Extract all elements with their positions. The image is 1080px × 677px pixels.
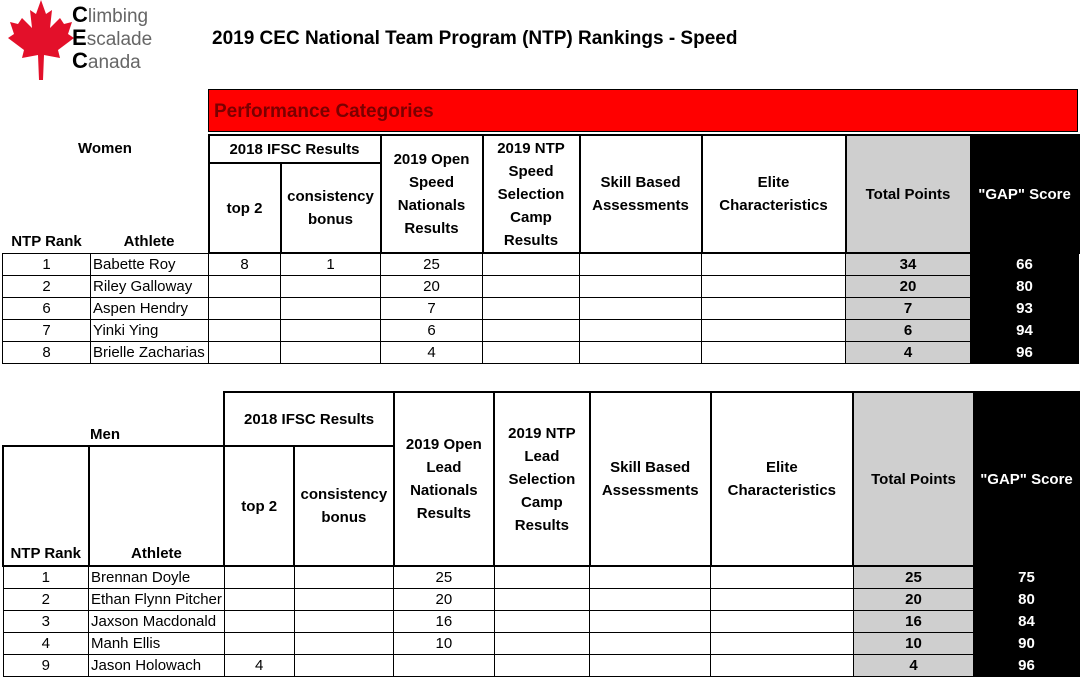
skill-cell	[590, 566, 711, 589]
elite-cell	[702, 320, 846, 342]
skill-assessments-header: Skill Based Assessments	[590, 392, 711, 566]
bonus-cell: 1	[281, 253, 381, 276]
athlete-cell: Yinki Ying	[91, 320, 209, 342]
rank-cell: 3	[3, 611, 89, 633]
athlete-cell: Riley Galloway	[91, 276, 209, 298]
open-nationals-cell: 25	[381, 253, 483, 276]
gap-score-header: "GAP" Score	[974, 392, 1079, 566]
total-points-cell: 6	[846, 320, 971, 342]
skill-cell	[580, 320, 702, 342]
top2-cell: 4	[224, 655, 294, 677]
open-nationals-cell: 16	[394, 611, 494, 633]
top2-cell	[224, 566, 294, 589]
gap-score-cell: 80	[971, 276, 1079, 298]
open-nationals-cell	[394, 655, 494, 677]
elite-characteristics-header: Elite Characteristics	[711, 392, 853, 566]
men-table	[2, 391, 1080, 677]
performance-categories-label: Performance Categories	[214, 101, 434, 122]
athlete-cell: Brennan Doyle	[89, 566, 225, 589]
selection-camp-header: 2019 NTP Speed Selection Camp Results	[483, 135, 580, 253]
selection-camp-cell	[483, 320, 580, 342]
top2-cell	[209, 342, 281, 364]
selection-camp-cell	[494, 611, 590, 633]
athlete-header: Athlete	[89, 446, 225, 566]
skill-cell	[580, 298, 702, 320]
athlete-header: Athlete	[123, 232, 175, 250]
gap-score-cell: 80	[974, 589, 1079, 611]
elite-cell	[711, 633, 853, 655]
total-points-cell: 4	[846, 342, 971, 364]
total-points-cell: 10	[853, 633, 974, 655]
top2-cell	[209, 276, 281, 298]
elite-cell	[711, 589, 853, 611]
elite-cell	[702, 253, 846, 276]
table-row	[3, 566, 1079, 589]
rank-cell: 4	[3, 633, 89, 655]
top2-cell	[209, 298, 281, 320]
skill-cell	[590, 589, 711, 611]
rank-cell: 6	[3, 298, 91, 320]
selection-camp-cell	[494, 633, 590, 655]
rank-cell: 8	[3, 342, 91, 364]
selection-camp-cell	[494, 566, 590, 589]
women-section-label: Women	[78, 140, 132, 157]
table-row	[3, 611, 1079, 633]
bonus-cell	[294, 589, 394, 611]
bonus-cell	[281, 276, 381, 298]
selection-camp-cell	[494, 589, 590, 611]
consistency-bonus-header: consistency bonus	[294, 446, 394, 566]
skill-cell	[590, 655, 711, 677]
elite-cell	[702, 276, 846, 298]
gap-score-cell: 96	[971, 342, 1079, 364]
table-row	[3, 589, 1079, 611]
total-points-cell: 7	[846, 298, 971, 320]
gap-score-cell: 84	[974, 611, 1079, 633]
rank-cell: 7	[3, 320, 91, 342]
elite-characteristics-header: Elite Characteristics	[702, 135, 846, 253]
rank-cell: 2	[3, 276, 91, 298]
open-nationals-cell: 20	[394, 589, 494, 611]
ifsc-header: 2018 IFSC Results	[224, 392, 393, 446]
gap-score-cell: 75	[974, 566, 1079, 589]
table-row	[3, 298, 1079, 320]
ntp-rank-header: NTP Rank	[3, 446, 89, 566]
athlete-cell: Babette Roy	[91, 253, 209, 276]
table-row	[3, 276, 1079, 298]
elite-cell	[702, 298, 846, 320]
open-nationals-cell: 6	[381, 320, 483, 342]
consistency-bonus-header: consistency bonus	[281, 163, 381, 253]
total-points-cell: 20	[853, 589, 974, 611]
selection-camp-cell	[483, 342, 580, 364]
total-points-cell: 20	[846, 276, 971, 298]
open-nationals-cell: 20	[381, 276, 483, 298]
top2-cell	[224, 633, 294, 655]
skill-cell	[580, 342, 702, 364]
athlete-cell: Aspen Hendry	[91, 298, 209, 320]
skill-assessments-header: Skill Based Assessments	[580, 135, 702, 253]
rank-cell: 1	[3, 566, 89, 589]
gap-score-cell: 94	[971, 320, 1079, 342]
total-points-header: Total Points	[846, 135, 971, 253]
skill-cell	[590, 611, 711, 633]
page-title: 2019 CEC National Team Program (NTP) Rankings - Speed	[212, 28, 738, 49]
logo-wordmark: Climbing Escalade Canada	[72, 2, 153, 73]
table-row	[3, 633, 1079, 655]
open-nationals-header: 2019 Open Lead Nationals Results	[394, 392, 494, 566]
top2-cell	[224, 611, 294, 633]
bonus-cell	[294, 611, 394, 633]
gap-score-cell: 90	[974, 633, 1079, 655]
bonus-cell	[281, 320, 381, 342]
elite-cell	[711, 655, 853, 677]
table-row	[3, 320, 1079, 342]
selection-camp-cell	[483, 276, 580, 298]
athlete-cell: Manh Ellis	[89, 633, 225, 655]
bonus-cell	[294, 633, 394, 655]
rank-cell: 2	[3, 589, 89, 611]
men-section-label: Men	[90, 426, 120, 443]
top2-header: top 2	[209, 163, 281, 253]
bonus-cell	[281, 342, 381, 364]
athlete-cell: Brielle Zacharias	[91, 342, 209, 364]
selection-camp-cell	[483, 298, 580, 320]
maple-leaf-icon	[8, 0, 74, 82]
open-nationals-cell: 7	[381, 298, 483, 320]
top2-header: top 2	[224, 446, 294, 566]
performance-categories-bar	[208, 89, 1078, 132]
gap-score-cell: 96	[974, 655, 1079, 677]
ifsc-header: 2018 IFSC Results	[209, 135, 381, 163]
rank-cell: 9	[3, 655, 89, 677]
skill-cell	[590, 633, 711, 655]
rank-cell: 1	[3, 253, 91, 276]
total-points-header: Total Points	[853, 392, 974, 566]
athlete-cell: Jason Holowach	[89, 655, 225, 677]
women-table	[2, 134, 1080, 364]
cec-logo	[8, 0, 168, 80]
open-nationals-cell: 25	[394, 566, 494, 589]
bonus-cell	[281, 298, 381, 320]
table-row	[3, 253, 1079, 276]
ntp-rank-header: NTP Rank	[11, 232, 82, 250]
total-points-cell: 16	[853, 611, 974, 633]
top2-cell: 8	[209, 253, 281, 276]
elite-cell	[702, 342, 846, 364]
gap-score-cell: 93	[971, 298, 1079, 320]
elite-cell	[711, 566, 853, 589]
selection-camp-header: 2019 NTP Lead Selection Camp Results	[494, 392, 590, 566]
elite-cell	[711, 611, 853, 633]
athlete-cell: Ethan Flynn Pitcher	[89, 589, 225, 611]
table-row	[3, 655, 1079, 677]
gap-score-header: "GAP" Score	[971, 135, 1079, 253]
skill-cell	[580, 253, 702, 276]
total-points-cell: 4	[853, 655, 974, 677]
open-nationals-cell: 4	[381, 342, 483, 364]
bonus-cell	[294, 566, 394, 589]
top2-cell	[209, 320, 281, 342]
open-nationals-cell: 10	[394, 633, 494, 655]
gap-score-cell: 66	[971, 253, 1079, 276]
total-points-cell: 34	[846, 253, 971, 276]
table-row	[3, 342, 1079, 364]
bonus-cell	[294, 655, 394, 677]
skill-cell	[580, 276, 702, 298]
total-points-cell: 25	[853, 566, 974, 589]
selection-camp-cell	[494, 655, 590, 677]
selection-camp-cell	[483, 253, 580, 276]
top2-cell	[224, 589, 294, 611]
athlete-cell: Jaxson Macdonald	[89, 611, 225, 633]
open-nationals-header: 2019 Open Speed Nationals Results	[381, 135, 483, 253]
